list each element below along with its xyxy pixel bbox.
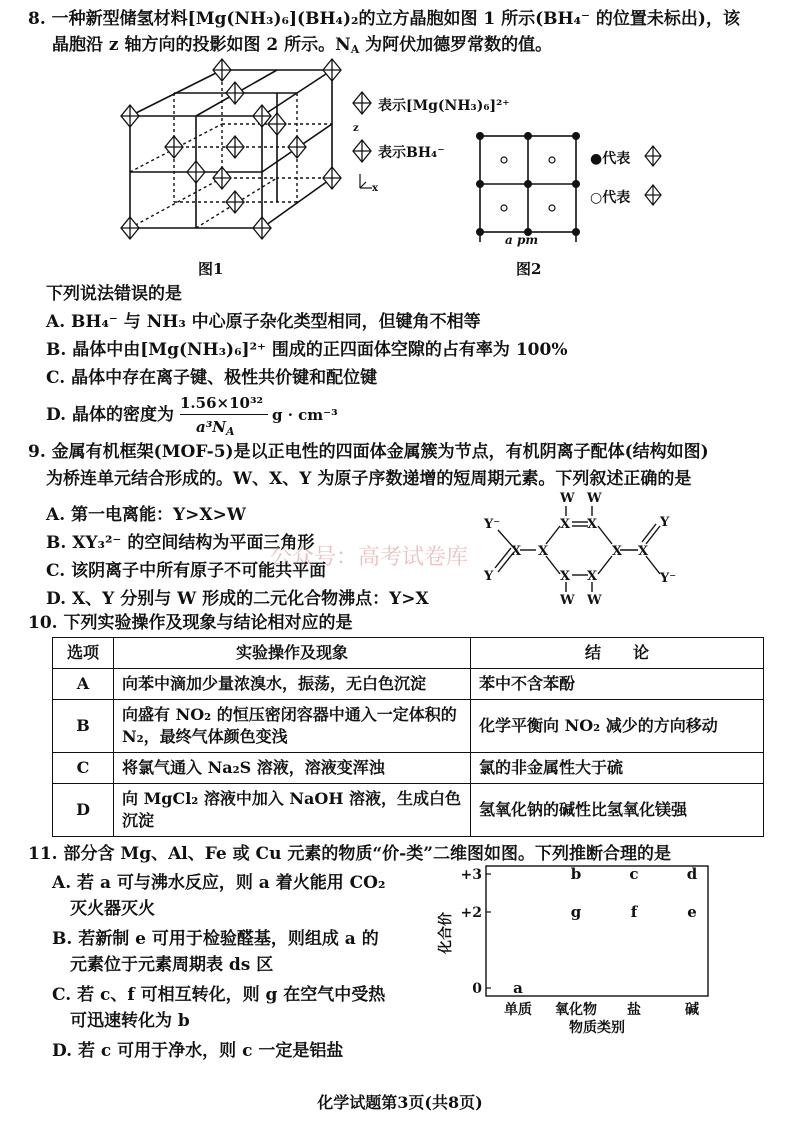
atom-y-top-right: Y [660, 515, 670, 530]
table-cell: 氯的非金属性大于硫 [471, 753, 764, 784]
atom-x-ring-right: X [612, 544, 623, 559]
table-cell: 向 MgCl₂ 溶液中加入 NaOH 溶液，生成白色沉淀 [114, 784, 471, 837]
atom-w-top-left: W [560, 491, 575, 506]
atom-y-bottom-left: Y [484, 569, 494, 584]
q9-option-c: C. 该阴离子中所有原子不可能共平面 [46, 561, 327, 581]
q8-option-a: A. BH₄⁻ 与 NH₃ 中心原子杂化类型相同，但键角不相等 [46, 312, 481, 332]
q8-option-b: B. 晶体中由[Mg(NH₃)₆]²⁺ 围成的正四面体空隙的占有率为 100% [46, 340, 568, 360]
chart-point-a: a [513, 979, 523, 997]
table-cell: 氢氧化钠的碱性比氢氧化镁强 [471, 784, 764, 837]
chart-y-tick: +2 [460, 905, 482, 921]
table-header: 选项 [53, 638, 114, 669]
q11-option-a-2: 灭火器灭火 [70, 899, 155, 919]
chart-x-tick: 碱 [685, 1002, 699, 1018]
table-row [53, 700, 764, 753]
table-row [53, 784, 764, 837]
atom-w-top-right: W [587, 491, 602, 506]
table-cell: D [53, 784, 114, 837]
chart-x-tick: 氧化物 [555, 1002, 597, 1018]
q9-line2: 为桥连单元结合形成的。W、X、Y 为原子序数递增的短周期元素。下列叙述正确的是 [46, 469, 692, 489]
watermark: 公众号：高考试卷库 [270, 545, 469, 570]
atom-x-ring-tr: X [587, 517, 598, 532]
fig2-legend-hollow-icon [642, 183, 664, 207]
q8-density-unit: g · cm⁻³ [272, 406, 338, 424]
atom-w-bottom-right: W [587, 593, 602, 608]
atom-x-ring-bl: X [560, 569, 571, 584]
chart-y-tick: 0 [472, 981, 482, 997]
table-header: 结 论 [471, 638, 764, 669]
chart-point-b: b [570, 865, 582, 883]
atom-x-right: X [638, 544, 649, 559]
chart-point-e: e [687, 903, 697, 921]
legend-mg-icon [350, 90, 374, 116]
table-header-row [53, 638, 764, 669]
chart-plot-frame [486, 866, 708, 996]
table-header: 实验操作及现象 [114, 638, 471, 669]
chart-x-axis-label: 物质类别 [569, 1020, 625, 1036]
chart-point-f: f [630, 903, 638, 921]
q8-denominator-text: a³N [196, 418, 226, 436]
q9-option-a: A. 第一电离能：Y>X>W [46, 505, 246, 525]
atom-w-bottom-left: W [560, 593, 575, 608]
page-footer: 化学试题第3页(共8页) [317, 1093, 483, 1112]
figure-2-projection [468, 124, 598, 244]
q11-option-b-2: 元素位于元素周期表 ds 区 [70, 955, 274, 975]
legend-mg-label: 表示[Mg(NH₃)₆]²⁺ [378, 98, 510, 114]
atom-x-left: X [511, 544, 522, 559]
chart-x-tick: 单质 [504, 1002, 532, 1018]
chart-point-d: d [686, 865, 698, 883]
table-cell: B [53, 700, 114, 753]
legend-bh4-label: 表示BH₄⁻ [378, 145, 445, 161]
q11-option-c-1: C. 若 c、f 可相互转化，则 g 在空气中受热 [52, 985, 386, 1005]
q8-density-numerator: 1.56×10³² [180, 394, 264, 412]
atom-x-ring-tl: X [560, 517, 571, 532]
q8-option-d [46, 404, 174, 426]
chart-y-tick: +3 [460, 867, 482, 883]
figure-2-caption: 图2 [516, 260, 542, 278]
q11-option-d: D. 若 c 可用于净水，则 c 一定是铝盐 [52, 1041, 344, 1061]
atom-x-ring-br: X [587, 569, 598, 584]
fig2-dimension: a pm [505, 233, 539, 247]
figure-1-caption: 图1 [198, 260, 224, 278]
q8-density-denominator [196, 416, 235, 443]
q8-fraction-bar [180, 414, 268, 415]
fig2-legend-filled: ●代表 [590, 151, 631, 167]
q8-option-d-prefix: D. 晶体的密度为 [46, 405, 174, 425]
fig2-legend-hollow: ○代表 [590, 190, 631, 206]
q11-option-c-2: 可迅速转化为 b [70, 1011, 190, 1031]
q9-option-b: B. XY₃²⁻ 的空间结构为平面三角形 [46, 533, 315, 553]
q10-table [52, 637, 764, 837]
q8-line2-sub: A [350, 43, 360, 56]
q8-stem: 下列说法错误的是 [46, 284, 182, 304]
legend-bh4-icon [350, 138, 374, 164]
table-row [53, 753, 764, 784]
table-cell: 向盛有 NO₂ 的恒压密闭容器中通入一定体积的 N₂，最终气体颜色变浅 [114, 700, 471, 753]
atom-y-minus-top: Y⁻ [484, 517, 501, 532]
q8-denominator-sub: A [226, 425, 235, 438]
q8-option-c: C. 晶体中存在离子键、极性共价键和配位键 [46, 368, 378, 388]
table-cell: 向苯中滴加少量浓溴水，振荡，无白色沉淀 [114, 669, 471, 700]
axis-z-label: z [353, 123, 359, 134]
q11-option-a-1: A. 若 a 可与沸水反应，则 a 着火能用 CO₂ [52, 873, 386, 893]
q11-line1: 11. 部分含 Mg、Al、Fe 或 Cu 元素的物质“价-类”二维图如图。下列推断合理的是 [28, 844, 671, 864]
table-cell: C [53, 753, 114, 784]
axis-x-label: x [372, 183, 378, 194]
table-cell: A [53, 669, 114, 700]
q9-option-d: D. X、Y 分别与 W 形成的二元化合物沸点：Y>X [46, 589, 429, 609]
q9-line1: 9. 金属有机框架(MOF-5)是以正电性的四面体金属簇为节点，有机阴离子配体(结构如图) [28, 442, 709, 462]
chart-y-axis-label: 化合价 [438, 912, 454, 954]
q8-line1: 8. 一种新型储氢材料[Mg(NH₃)₆](BH₄)₂的立方晶胞如图 1 所示(BH₄⁻ 的位置未标出)，该 [28, 9, 740, 29]
table-cell: 苯中不含苯酚 [471, 669, 764, 700]
q8-line2-text: 晶胞沿 z 轴方向的投影如图 2 所示。N [52, 35, 351, 55]
chart-point-c: c [629, 865, 639, 883]
q10-title: 10. 下列实验操作及现象与结论相对应的是 [28, 613, 353, 633]
atom-x-ring-left: X [538, 544, 549, 559]
chart-x-tick: 盐 [627, 1002, 641, 1018]
q9-ligand-structure [474, 480, 694, 610]
q8-line2-tail: 为阿伏加德罗常数的值。 [359, 35, 553, 55]
table-cell: 将氯气通入 Na₂S 溶液，溶液变浑浊 [114, 753, 471, 784]
table-row [53, 669, 764, 700]
table-cell: 化学平衡向 NO₂ 减少的方向移动 [471, 700, 764, 753]
q11-option-b-1: B. 若新制 e 可用于检验醛基，则组成 a 的 [52, 929, 379, 949]
fig2-legend-filled-icon [642, 144, 664, 168]
chart-point-g: g [570, 903, 582, 921]
atom-y-minus-bottom: Y⁻ [660, 571, 677, 586]
q11-valence-chart [430, 858, 720, 1038]
